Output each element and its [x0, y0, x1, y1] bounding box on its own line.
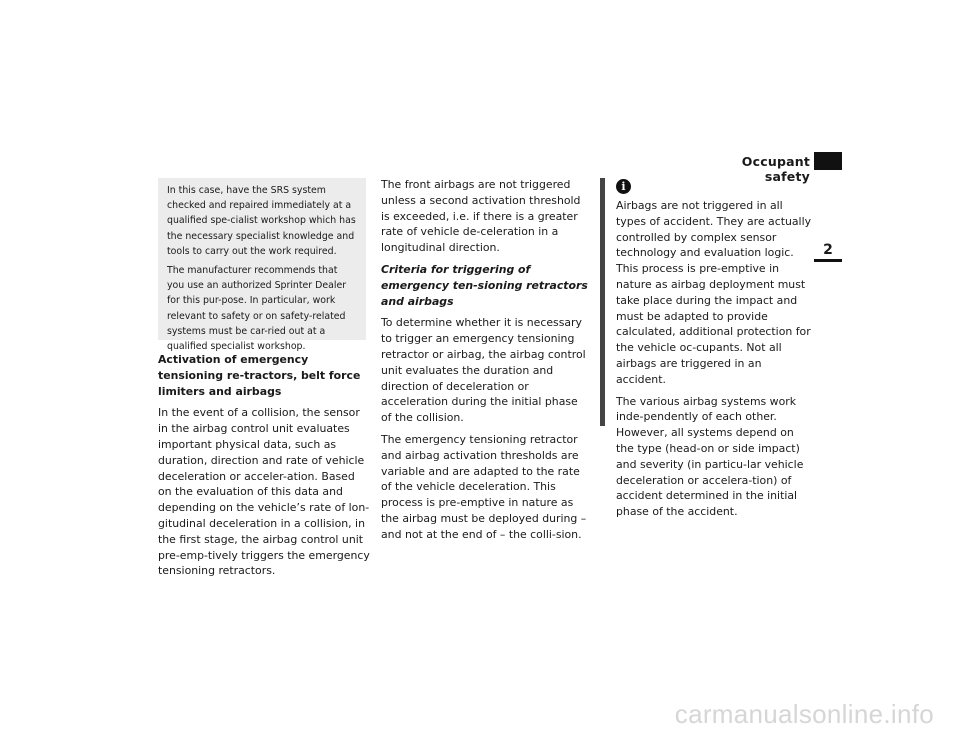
activation-paragraph: In the event of a collision, the sensor in the airbag control unit evaluates important physical data, such as duration, direction and rate of vehicle deceleration or acceler-ation. Based on the evaluation of this data and depending on the vehicle’s rate of lon-gitudinal deceleration in a collision, in the first stage, the airbag control unit pre-emp-tively triggers the emergency tensioning retractors. [158, 406, 370, 578]
info-paragraph-1: Airbags are not triggered in all types of accident. They are actually controlled by complex sensor technology and evaluation logic. This process is pre-emptive in nature as airbag deployment must take place during the impact and must be adapted to provide calculated, additional protection for the vehicle oc-cupants. Not all airbags are triggered in an accident. [616, 199, 812, 386]
left-column [158, 352, 370, 585]
warning-box [158, 178, 366, 353]
threshold-paragraph: The emergency tensioning retractor and airbag activation thresholds are variable and are adapted to the rate of the vehicle deceleration. This process is pre-emptive in nature as the airbag must be deployed during – and not at the end of – the colli-sion. [381, 432, 587, 541]
warning-paragraph-2: The manufacturer recommends that you use an authorized Sprinter Dealer for this pur-pose. In particular, work relevant to safety or on safety-related systems must be car-ried out at a qualified specialist workshop. [167, 265, 347, 353]
front-airbag-paragraph: The front airbags are not triggered unless a second activation threshold is exceeded, i.e. if there is a greater rate of vehicle de-celeration in a longitudinal direction. [381, 178, 581, 255]
activation-heading: Activation of emergency tensioning re-tractors, belt force limiters and airbags [158, 353, 361, 398]
chapter-rule [814, 259, 842, 262]
info-bar [600, 178, 605, 426]
criteria-paragraph: To determine whether it is necessary to trigger an emergency tensioning retractor or airbag, the airbag control unit evaluates the duration and direction of deceleration or acceleration during the initial phase of the collision. [381, 316, 586, 425]
info-note [616, 179, 812, 526]
header-tab-marker [814, 152, 842, 170]
info-paragraph-2: The various airbag systems work inde-pendently of each other. However, all systems depend on the type (head-on or side impact) and severity (in particu-lar vehicle deceleration or accelera-tion) of accident determined in the initial phase of the accident. [616, 394, 804, 519]
middle-column [381, 177, 591, 549]
info-icon: i [616, 179, 631, 194]
warning-paragraph-1: In this case, have the SRS system checked and repaired immediately at a qualified spe-cialist workshop which has the necessary specialist knowledge and tools to carry out the work required. [167, 185, 356, 257]
chapter-number: 2 [823, 242, 833, 258]
criteria-subheading: Criteria for triggering of emergency ten-sioning retractors and airbags [381, 262, 588, 308]
watermark: carmanualsonline.info [674, 699, 934, 729]
section-title: Occupant safety [741, 154, 810, 184]
